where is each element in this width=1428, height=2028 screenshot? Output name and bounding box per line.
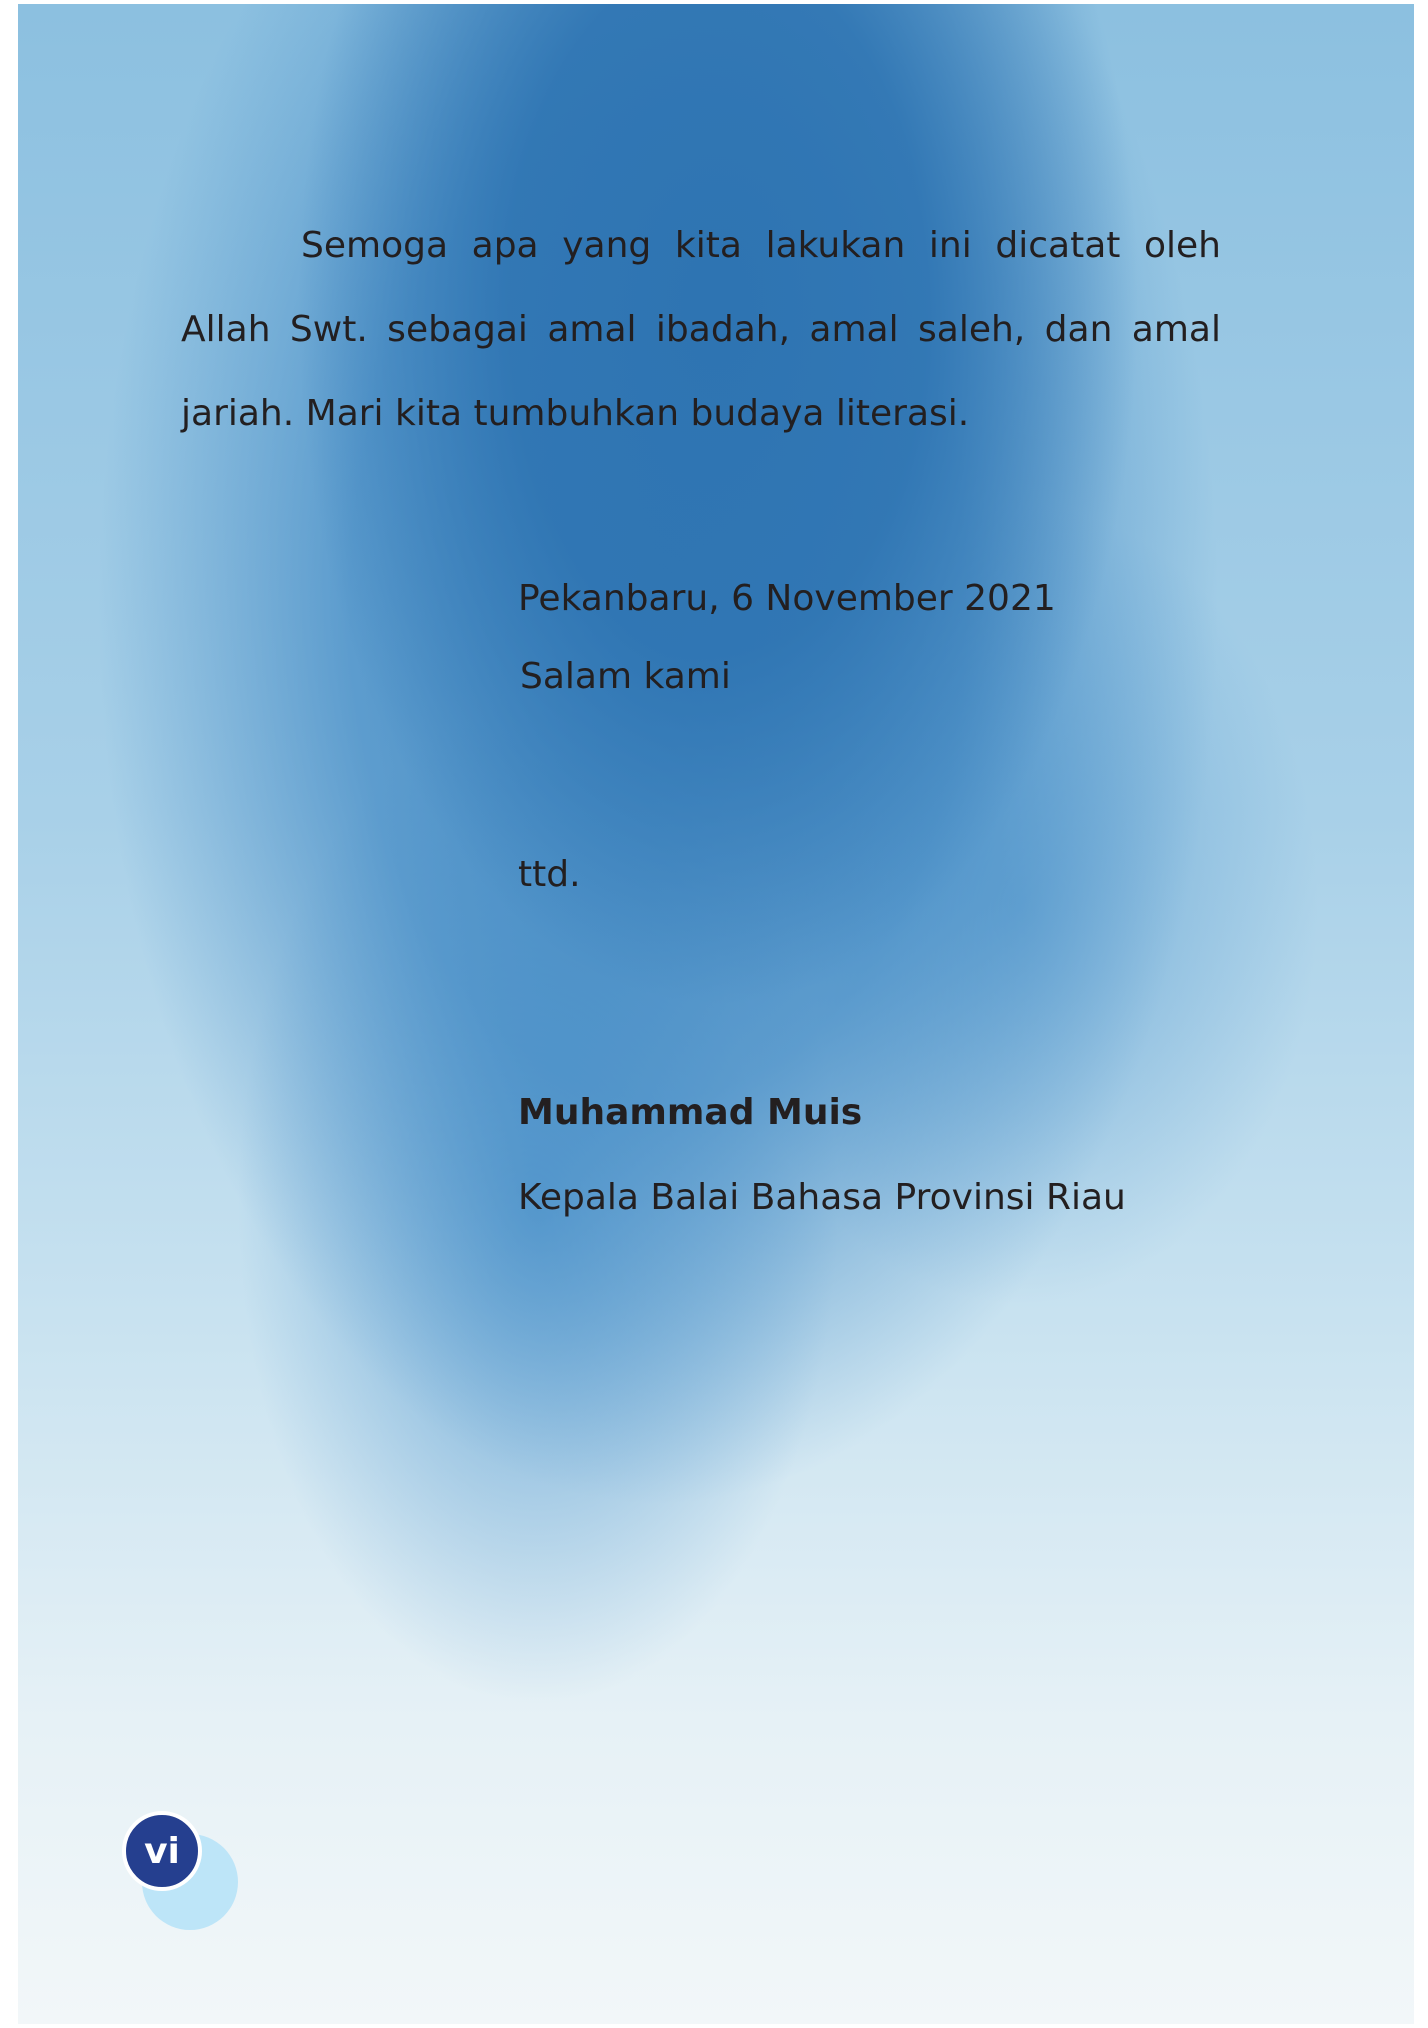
closing-paragraph: Semoga apa yang kita lakukan ini dicatat oleh Allah Swt. sebagai amal ibadah, amal saleh, dan amal jariah. Mari kita tumbuhkan budaya literasi. [181,225,1221,434]
greeting: Salam kami [520,656,731,697]
page-background [18,4,1414,2024]
signature-placeholder: ttd. [518,854,581,895]
page-number: vi [122,1811,202,1891]
signer-name: Muhammad Muis [518,1092,863,1133]
signer-title: Kepala Balai Bahasa Provinsi Riau [518,1177,1126,1218]
place-date: Pekanbaru, 6 November 2021 [518,578,1056,619]
